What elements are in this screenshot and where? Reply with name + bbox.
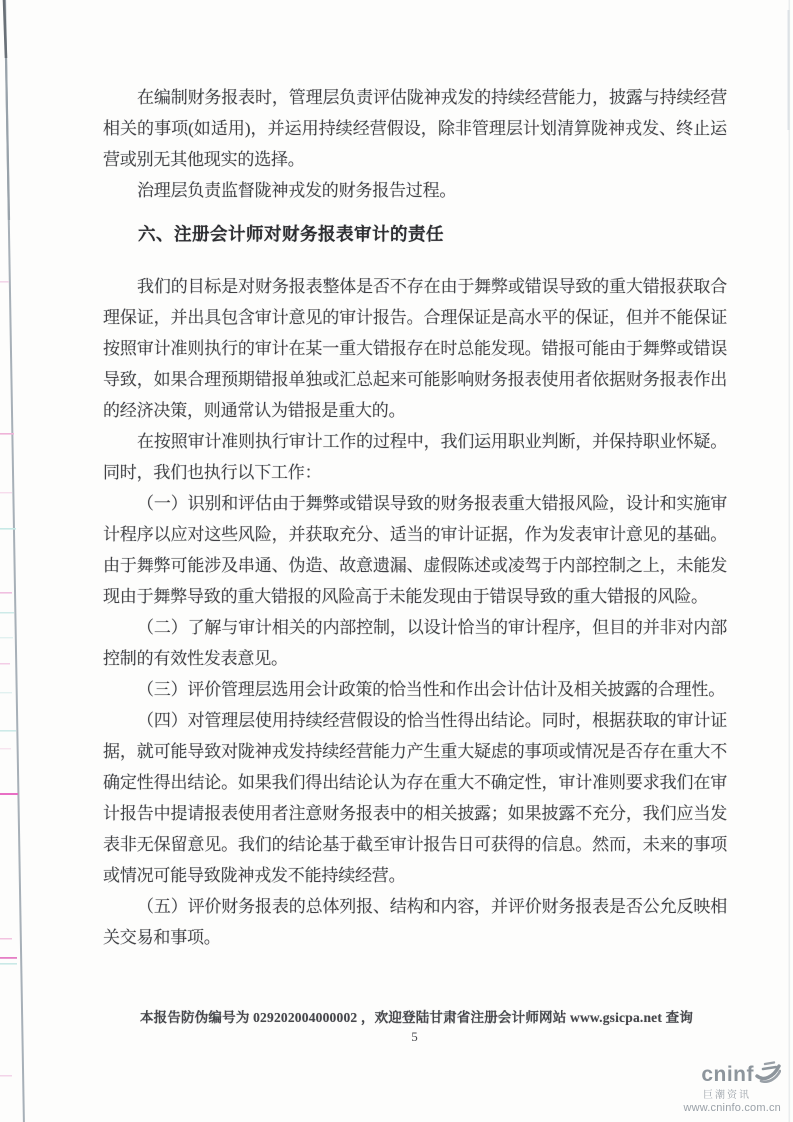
page-number: 5 — [411, 1029, 418, 1044]
cninfo-logo-text: cninf — [701, 1062, 754, 1086]
cninfo-swoosh-icon — [755, 1061, 781, 1088]
section-heading: 六、注册会计师对财务报表审计的责任 — [138, 224, 444, 244]
anti-counterfeit-line: 本报告防伪编号为 029202004000002 ，欢迎登陆甘肃省注册会计师网站 www.gsicpa.net 查询 — [139, 1010, 694, 1025]
cninfo-logo-subtext: 巨潮资讯 — [703, 1090, 751, 1101]
cninfo-logo-url: www.cninfo.com.cn — [683, 1102, 781, 1114]
paragraph-item-5: （五）评价财务报表的总体列报、结构和内容，并评价财务报表是否公允反映相关交易和事项。 — [103, 897, 727, 947]
paragraph-audit-objective: 我们的目标是对财务报表整体是否不存在由于舞弊或错误导致的重大错报获取合理保证，并出具包含审计意见的审计报告。合理保证是高水平的保证，但并不能保证按照审计准则执行的审计在某一重大错报存在时总能发现。错报可能由于舞弊或错误导致，如果合理预期错报单独或汇总起来可能影响财务报表使用者依据财务报表作出的经济决策，则通常认为错报是重大的。 — [103, 277, 727, 420]
paragraph-governance: 治理层负责监督陇神戎发的财务报告过程。 — [137, 181, 457, 200]
paragraph-going-concern: 在编制财务报表时，管理层负责评估陇神戎发的持续经营能力，披露与持续经营相关的事项(如适用)，并运用持续经营假设，除非管理层计划清算陇神戎发、终止运营或别无其他现实的选择。 — [103, 88, 727, 169]
paragraph-item-1: （一）识别和评估由于舞弊或错误导致的财务报表重大错报风险，设计和实施审计程序以应对这些风险，并获取充分、适当的审计证据，作为发表审计意见的基础。由于舞弊可能涉及串通、伪造、故意遗漏、虚假陈述或凌驾于内部控制之上，未能发现由于舞弊导致的重大错报的风险高于未能发现由于错误导致的重大错报的风险。 — [103, 494, 727, 606]
paragraph-professional-judgment: 在按照审计准则执行审计工作的过程中，我们运用职业判断，并保持职业怀疑。同时，我们也执行以下工作： — [103, 432, 727, 482]
document-body — [103, 82, 727, 953]
paragraph-item-3: （三）评价管理层选用会计政策的恰当性和作出会计估计及相关披露的合理性。 — [137, 680, 725, 699]
cninfo-logo — [621, 1061, 781, 1114]
paragraph-item-2: （二）了解与审计相关的内部控制，以设计恰当的审计程序，但目的并非对内部控制的有效性发表意见。 — [103, 618, 727, 668]
page-footer — [0, 1006, 793, 1045]
paragraph-item-4: （四）对管理层使用持续经营假设的恰当性得出结论。同时，根据获取的审计证据，就可能导致对陇神戎发持续经营能力产生重大疑虑的事项或情况是否存在重大不确定性得出结论。如果我们得出结论认为存在重大不确定性，审计准则要求我们在审计报告中提请报表使用者注意财务报表中的相关披露；如果披露不充分，我们应当发表非无保留意见。我们的结论基于截至审计报告日可获得的信息。然而，未来的事项或情况可能导致陇神戎发不能持续经营。 — [103, 711, 727, 885]
